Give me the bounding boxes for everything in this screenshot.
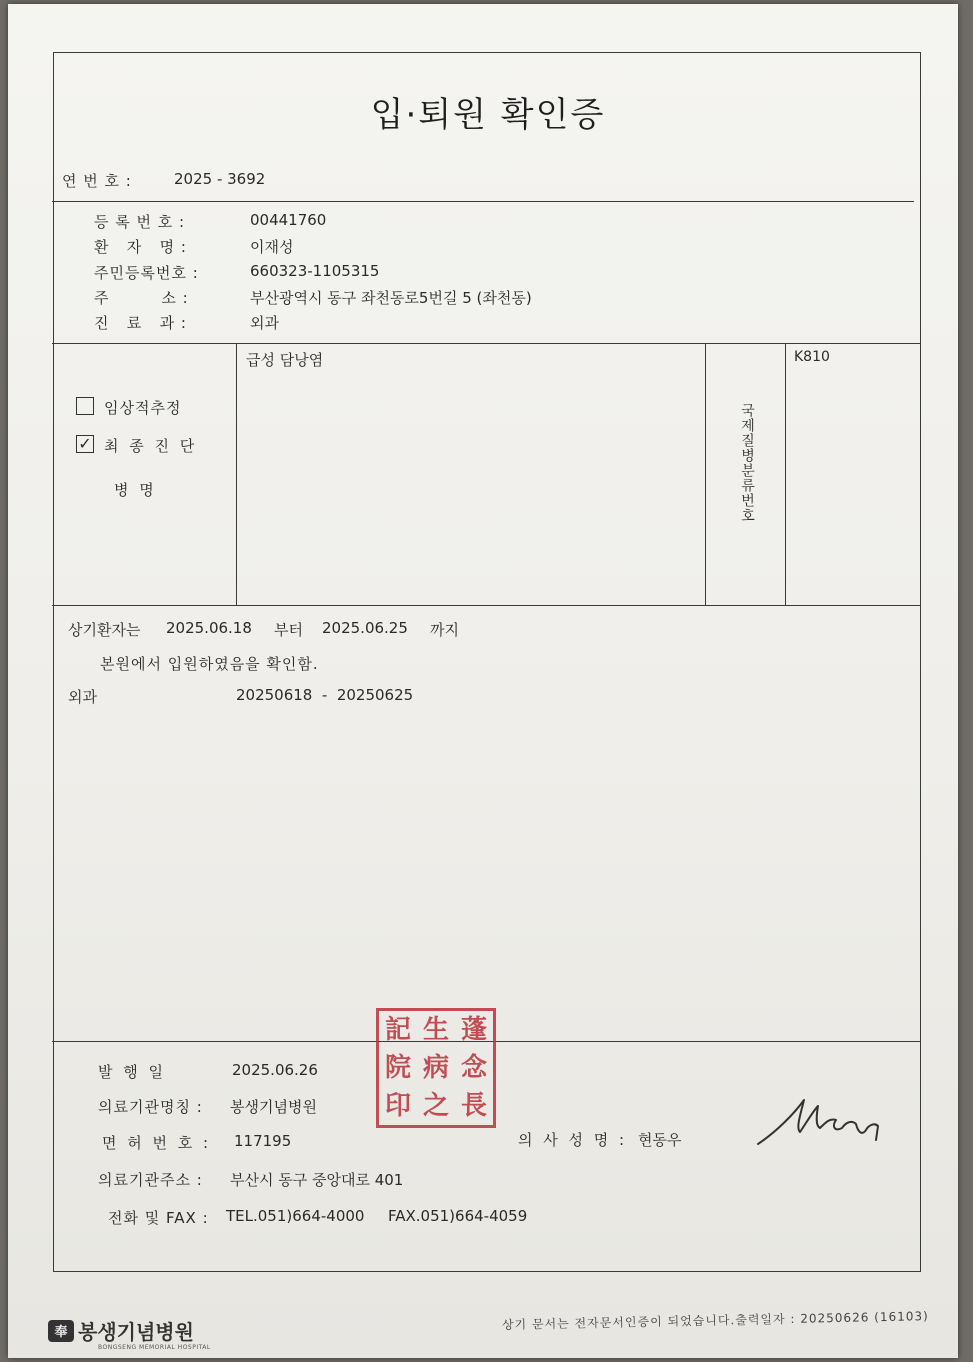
clinical-estimate-checkbox[interactable]	[76, 397, 94, 415]
serial-label: 연 번 호 :	[62, 172, 132, 190]
issue-date-label: 발 행 일	[98, 1063, 167, 1081]
institution-name-value: 봉생기념병원	[230, 1098, 317, 1116]
resident-number-label: 주민등록번호 :	[94, 264, 199, 282]
address-label: 주 소 :	[94, 289, 189, 307]
seal-character: 記	[384, 1015, 411, 1045]
stay-date-range: 20250618 - 20250625	[236, 686, 414, 704]
clinical-estimate-label: 임상적추정	[104, 399, 182, 417]
phone-fax-label: 전화 및 FAX :	[108, 1209, 209, 1227]
seal-character: 念	[460, 1053, 487, 1083]
seal-character: 之	[422, 1091, 449, 1121]
registration-label: 등 록 번 호 :	[94, 213, 186, 231]
hospital-seal-stamp	[376, 1008, 496, 1128]
doctor-signature	[756, 1092, 886, 1152]
department-label: 진 료 과 :	[94, 314, 187, 332]
stay-from-date: 2025.06.18	[166, 619, 252, 637]
institution-name-label: 의료기관명칭 :	[98, 1098, 203, 1116]
doctor-name-label: 의 사 성 명 :	[518, 1131, 628, 1149]
seal-character: 長	[460, 1091, 487, 1121]
institution-address-value: 부산시 동구 중앙대로 401	[230, 1171, 404, 1189]
disease-name-value: 급성 담낭염	[246, 351, 324, 369]
stay-confirmation: 본원에서 입원하였음을 확인함.	[100, 655, 319, 673]
document-title: 입·퇴원 확인증	[370, 95, 606, 135]
license-number-label: 면 허 번 호 :	[102, 1134, 212, 1152]
divider-patient	[52, 343, 920, 344]
divider-header	[52, 201, 914, 202]
divider-icd-right	[785, 343, 786, 605]
icd-label: 국제질병분류번호	[739, 403, 755, 523]
seal-character: 蓬	[460, 1015, 487, 1045]
resident-number-value: 660323-1105315	[250, 262, 380, 280]
divider-icd-left	[705, 343, 706, 605]
phone-value: TEL.051)664-4000	[226, 1207, 365, 1225]
serial-value: 2025 - 3692	[174, 170, 266, 188]
stay-to-date: 2025.06.25	[322, 619, 408, 637]
checkmark-icon: ✓	[78, 434, 92, 453]
fax-value: FAX.051)664-4059	[388, 1207, 528, 1225]
hospital-logo-text: 봉생기념병원	[78, 1320, 194, 1344]
hospital-logo-subtext: BONGSENG MEMORIAL HOSPITAL	[98, 1344, 211, 1351]
final-diagnosis-checkbox[interactable]	[76, 435, 94, 453]
stay-prefix: 상기환자는	[68, 621, 141, 639]
seal-character: 生	[422, 1015, 449, 1045]
patient-name-label: 환 자 명 :	[94, 238, 187, 256]
final-diagnosis-label: 최 종 진 단	[104, 437, 198, 455]
electronic-certification-note: 상기 문서는 전자문서인증이 되었습니다.출력일자 : 20250626 (16103)	[501, 1309, 929, 1332]
doctor-name-value: 현동우	[638, 1131, 682, 1149]
institution-address-label: 의료기관주소 :	[98, 1171, 203, 1189]
seal-character: 病	[422, 1053, 449, 1083]
license-number-value: 117195	[234, 1132, 292, 1150]
stay-to-word: 까지	[430, 621, 459, 639]
divider-diagnosis	[52, 605, 920, 606]
stay-department: 외과	[68, 688, 97, 706]
disease-name-label: 병 명	[114, 481, 157, 499]
stay-from-word: 부터	[274, 621, 303, 639]
patient-name-value: 이재성	[250, 238, 294, 256]
hospital-logo	[48, 1316, 194, 1345]
registration-value: 00441760	[250, 211, 327, 229]
hospital-logo-icon: 奉	[48, 1320, 74, 1342]
seal-character: 印	[384, 1091, 411, 1121]
document-paper	[8, 4, 958, 1358]
seal-character: 院	[384, 1053, 411, 1083]
icd-code-value: K810	[794, 349, 830, 365]
issue-date-value: 2025.06.26	[232, 1061, 318, 1079]
address-value: 부산광역시 동구 좌천동로5번길 5 (좌천동)	[250, 289, 532, 307]
department-value: 외과	[250, 314, 279, 332]
divider-diagnosis-left	[236, 343, 237, 605]
